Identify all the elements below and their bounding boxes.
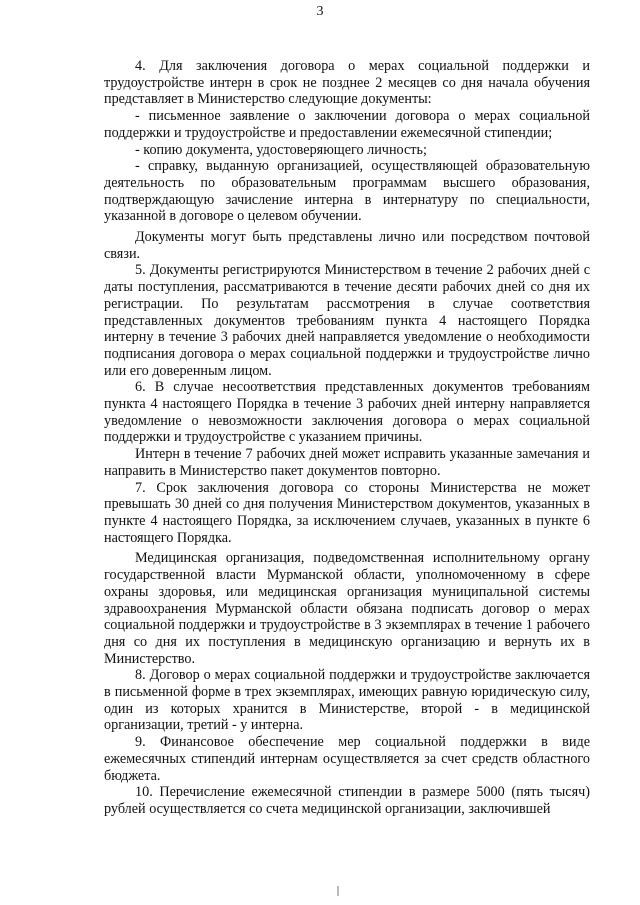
paragraph-4-intro: 4. Для заключения договора о мерах социальной поддержки и трудоустройстве интерн в срок не позднее 2 месяцев со дня начала обучения представляет в Министерство следующие документы: (104, 58, 590, 108)
paragraph-resubmission: Интерн в течение 7 рабочих дней может исправить указанные замечания и направить в Министерство пакет документов повторно. (104, 446, 590, 479)
paragraph-5: 5. Документы регистрируются Министерством в течение 2 рабочих дней с даты поступления, рассматриваются в течение десяти рабочих дней со дня их регистрации. По результатам рассмотрения в случае соответствия представленных документов требованиям пункта 4 настоящего Порядка интерну в течение 3 рабочих дней направляется уведомление о необходимости подписания договора о мерах социальной поддержки и трудоустройстве лично или его доверенным лицом. (104, 262, 590, 379)
list-item-certificate: - справку, выданную организацией, осуществляющей образовательную деятельность по образовательным программам высшего образования, подтверждающую зачисление интерна в интернатуру по специальности, указанной в договоре о целевом обучении. (104, 158, 590, 225)
paragraph-9: 9. Финансовое обеспечение мер социальной поддержки в виде ежемесячных стипендий интернам осуществляется за счет средств областного бюджета. (104, 734, 590, 784)
paragraph-8: 8. Договор о мерах социальной поддержки и трудоустройстве заключается в письменной форме в трех экземплярах, имеющих равную юридическую силу, один из которых хранится в Министерстве, второй - в медицинской организации, третий - у интерна. (104, 667, 590, 734)
paragraph-6: 6. В случае несоответствия представленных документов требованиям пункта 4 настоящего Порядка в течение 3 рабочих дней интерну направляется уведомление о невозможности заключения договора о мерах социальной поддержки и трудоустройстве с указанием причины. (104, 379, 590, 446)
paragraph-10: 10. Перечисление ежемесячной стипендии в размере 5000 (пять тысяч) рублей осуществляется со счета медицинской организации, заключившей (104, 784, 590, 817)
document-body (104, 58, 590, 818)
list-item-application: - письменное заявление о заключении договора о мерах социальной поддержки и трудоустройстве и предоставлении ежемесячной стипендии; (104, 108, 590, 141)
paragraph-submission: Документы могут быть представлены лично или посредством почтовой связи. (104, 229, 590, 262)
list-item-id-copy: - копию документа, удостоверяющего личность; (135, 141, 427, 158)
scan-artifact (337, 886, 339, 896)
paragraph-medical-organization: Медицинская организация, подведомственная исполнительному органу государственной власти Мурманской области, уполномоченному в сфере охраны здоровья, или медицинская организация муниципальной системы здравоохранения Мурманской области обязана подписать договор о мерах социальной поддержки и трудоустройстве в 3 экземплярах в течение 1 рабочего дня со дня их поступления в медицинскую организацию и вернуть их в Министерство. (104, 550, 590, 667)
paragraph-7: 7. Срок заключения договора со стороны Министерства не может превышать 30 дней со дня получения Министерством документов, указанных в пункте 4 настоящего Порядка, за исключением случаев, указанных в пункте 6 настоящего Порядка. (104, 479, 590, 546)
page-number: 3 (316, 4, 324, 19)
